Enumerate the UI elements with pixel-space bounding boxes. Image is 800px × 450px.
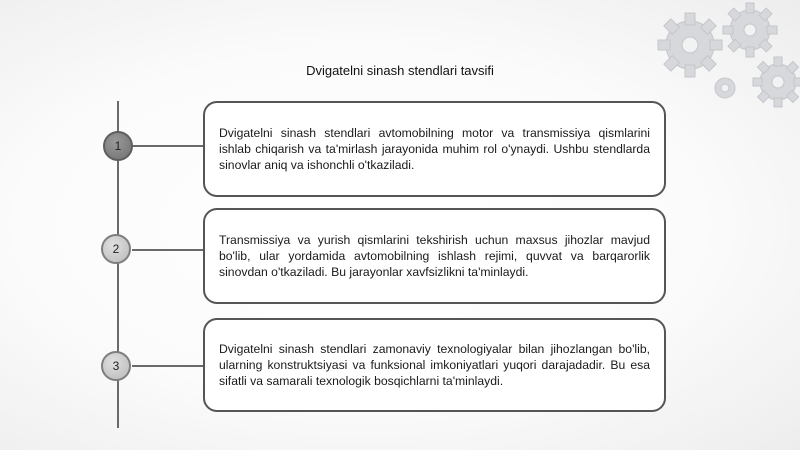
gears-icon [650,0,800,110]
step-card-1 [203,101,666,197]
connector-2 [132,249,203,251]
step-marker-2[interactable] [101,234,131,264]
step-number: 1 [114,139,122,153]
step-marker-3[interactable] [101,351,131,381]
connector-3 [132,365,203,367]
step-marker-1[interactable] [103,131,133,161]
step-card-2 [203,208,666,304]
step-number: 3 [112,359,120,373]
step-card-3 [203,318,666,412]
slide-title: Dvigatelni sinash stendlari tavsifi [306,63,494,78]
connector-1 [132,145,203,147]
step-text: Dvigatelni sinash stendlari zamonaviy texnologiyalar bilan jihozlangan bo'lib, ularning konstruktsiyasi va funksional imkoniyatlari yuqori darajadadir. Bu esa sifatli va samarali texnologik bosqichlarni ta'minlaydi. [219,342,650,388]
step-text: Transmissiya va yurish qismlarini tekshirish uchun maxsus jihozlar mavjud bo'lib, ular yordamida avtomobilning ishlash rejimi, quvvat va barqarorlik sinovdan o'tkaziladi. Bu jarayonlar xavfsizlikni ta'minlaydi. [219,233,650,279]
step-text: Dvigatelni sinash stendlari avtomobilning motor va transmissiya qismlarini ishlab chiqarish va ta'mirlash jarayonida muhim rol o'ynaydi. Ushbu stendlarda sinovlar aniq va ishonchli o'tkaziladi. [219,126,650,172]
step-number: 2 [112,242,120,256]
